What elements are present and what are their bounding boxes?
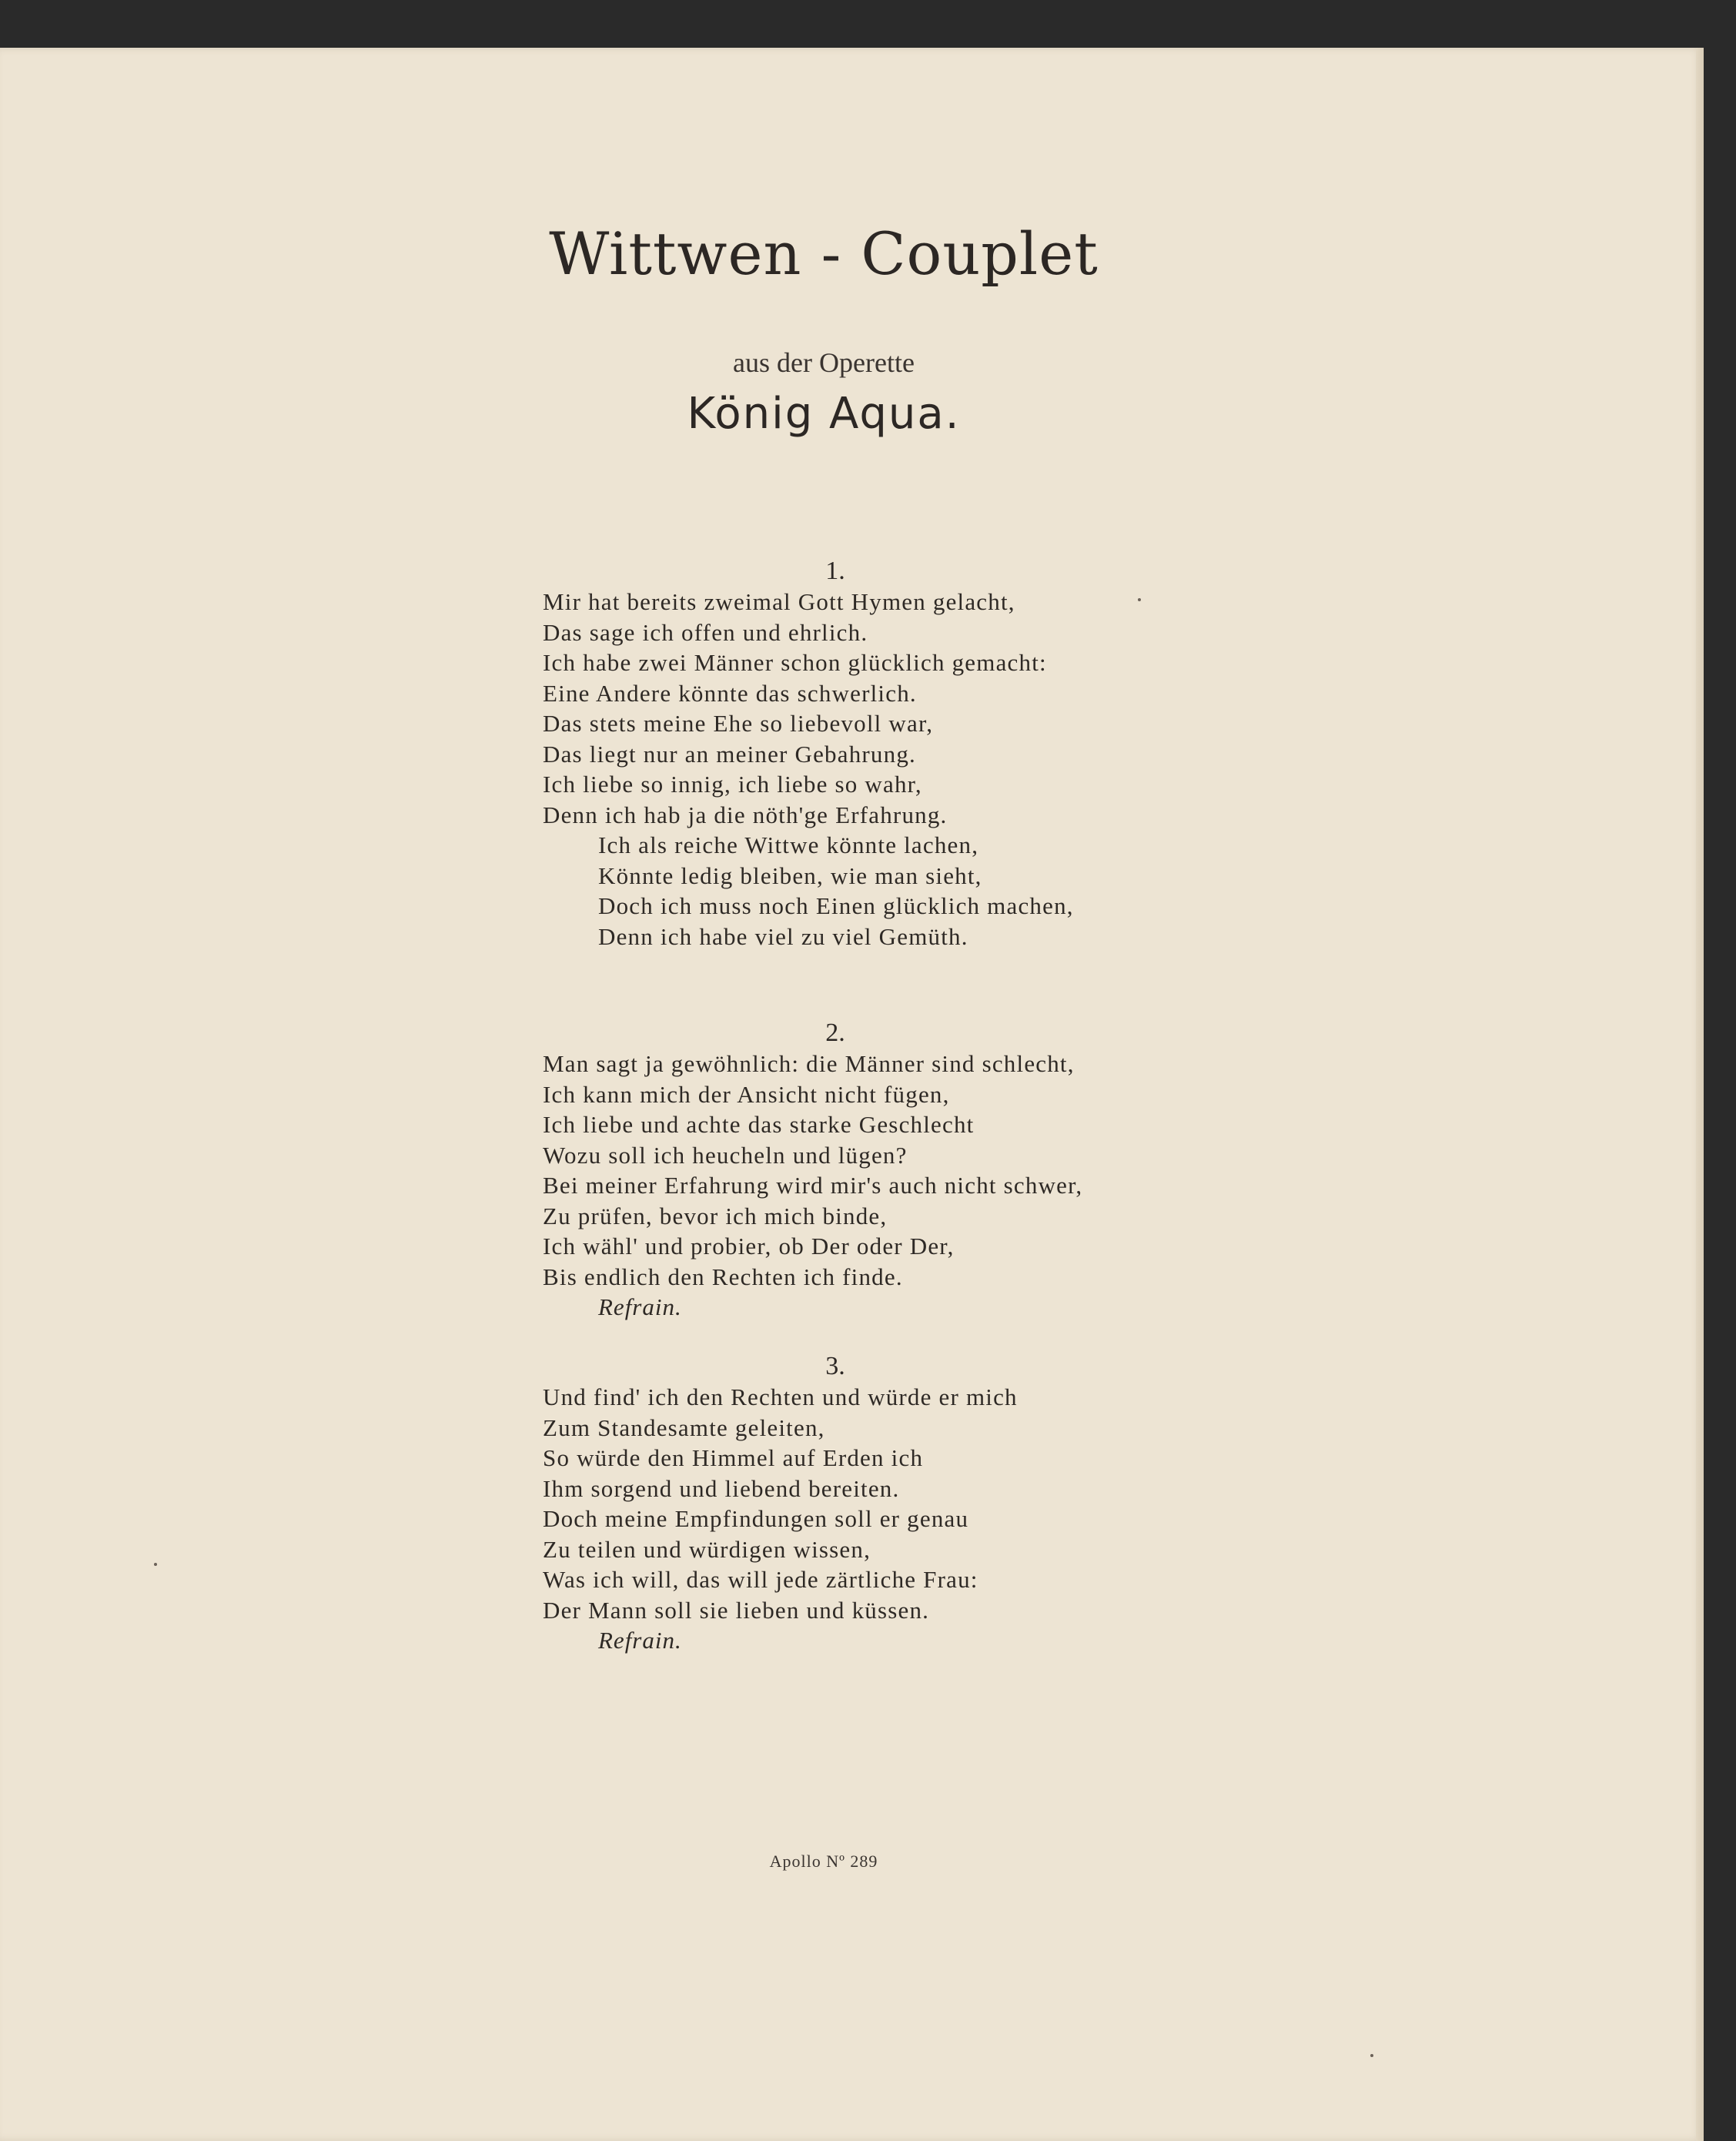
- verse-lines: [543, 1382, 1220, 1625]
- verse-line: Ich liebe so innig, ich liebe so wahr,: [543, 771, 922, 798]
- refrain-line: Ich als reiche Wittwe könnte lachen,: [598, 831, 979, 858]
- verse-lines: [543, 587, 1220, 952]
- verse-line: Denn ich hab ja die nöth'ge Erfahrung.: [543, 801, 948, 828]
- refrain-line: Doch ich muss noch Einen glücklich machen,: [598, 892, 1074, 919]
- verse-line: So würde den Himmel auf Erden ich: [543, 1444, 924, 1471]
- verse-line: Das sage ich offen und ehrlich.: [543, 618, 868, 646]
- verse-line: Und find' ich den Rechten und würde er mich: [543, 1383, 1018, 1410]
- verse-line: Zu prüfen, bevor ich mich binde,: [543, 1202, 888, 1229]
- verse-number: 1.: [825, 557, 845, 585]
- page-title: Wittwen - Couplet: [549, 219, 1099, 288]
- verse-line: Ich kann mich der Ansicht nicht fügen,: [543, 1080, 950, 1108]
- verse-line: Das stets meine Ehe so liebevoll war,: [543, 710, 934, 737]
- operetta-title: König Aqua.: [687, 389, 961, 439]
- verse-line: Bei meiner Erfahrung wird mir's auch nicht schwer,: [543, 1172, 1083, 1199]
- verse-number: 3.: [825, 1352, 845, 1380]
- verse-number: 2.: [825, 1019, 845, 1047]
- paper-speck: [154, 1563, 157, 1566]
- verse-line: Bis endlich den Rechten ich finde.: [543, 1263, 903, 1290]
- verse-line: Das liegt nur an meiner Gebahrung.: [543, 740, 916, 768]
- verse-2: [543, 1018, 1220, 1323]
- verse-line: Zu teilen und würdigen wissen,: [543, 1535, 871, 1563]
- verse-line: Der Mann soll sie lieben und küssen.: [543, 1596, 930, 1624]
- verse-line: Doch meine Empfindungen soll er genau: [543, 1505, 969, 1532]
- verse-line: Ihm sorgend und liebend bereiten.: [543, 1474, 900, 1502]
- refrain-label: Refrain.: [598, 1293, 682, 1320]
- page-subtitle: aus der Operette: [733, 347, 915, 378]
- verse-line: Was ich will, das will jede zärtliche Frau:: [543, 1566, 978, 1593]
- page-edge: [1696, 48, 1704, 2141]
- refrain-label: Refrain.: [598, 1627, 682, 1654]
- refrain-line: Denn ich habe viel zu viel Gemüth.: [598, 922, 968, 950]
- verse-line: Man sagt ja gewöhnlich: die Männer sind schlecht,: [543, 1050, 1075, 1077]
- verse-3: [543, 1351, 1220, 1656]
- verse-line: Ich liebe und achte das starke Geschlecht: [543, 1111, 975, 1138]
- verse-line: Mir hat bereits zweimal Gott Hymen gelacht,: [543, 588, 1015, 615]
- verse-1: [543, 556, 1220, 952]
- verse-lines: [543, 1049, 1220, 1292]
- paper-speck: [1370, 2054, 1373, 2057]
- verse-line: Wozu soll ich heucheln und lügen?: [543, 1141, 908, 1169]
- paper-speck: [1138, 598, 1141, 601]
- verse-line: Zum Standesamte geleiten,: [543, 1413, 825, 1441]
- verse-line: Ich habe zwei Männer schon glücklich gemacht:: [543, 649, 1047, 676]
- publisher-number: Apollo Nº 289: [769, 1852, 878, 1871]
- verse-line: Eine Andere könnte das schwerlich.: [543, 679, 917, 707]
- refrain-line: Könnte ledig bleiben, wie man sieht,: [598, 861, 982, 889]
- verse-line: Ich wähl' und probier, ob Der oder Der,: [543, 1233, 955, 1260]
